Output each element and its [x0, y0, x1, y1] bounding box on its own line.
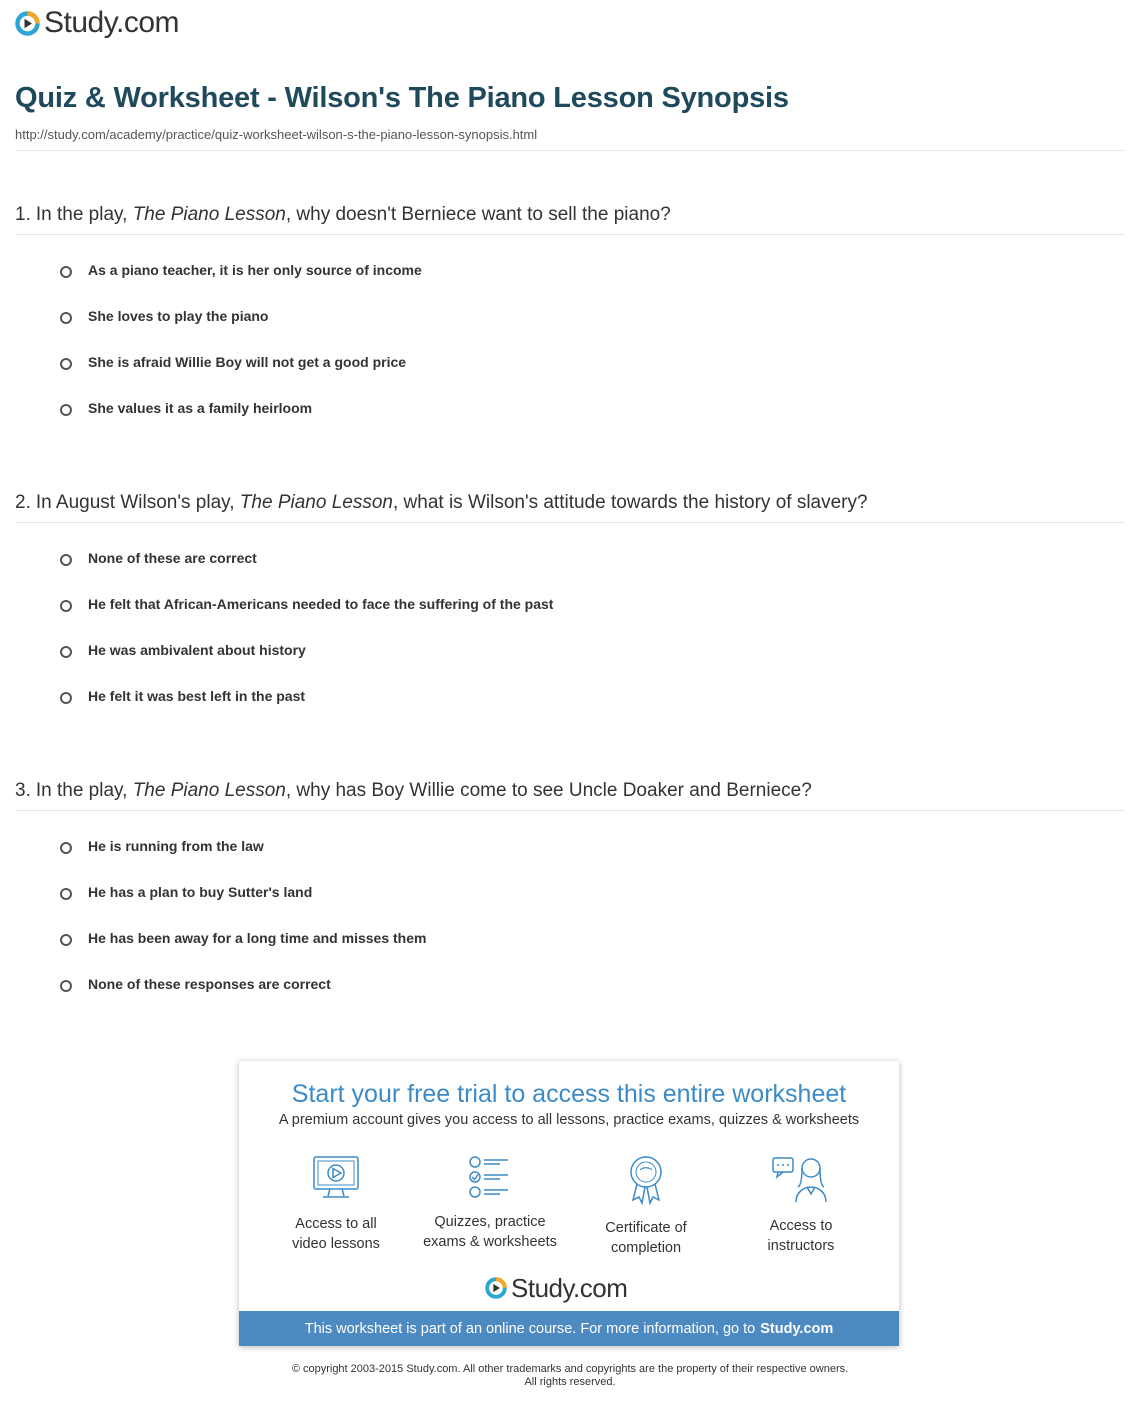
rights-text: All rights reserved.	[524, 1376, 616, 1388]
answer-option[interactable]	[60, 548, 257, 568]
feature-label: Access to all video lessons	[292, 1216, 380, 1252]
answer-text: None of these responses are correct	[88, 976, 331, 992]
answer-option[interactable]	[60, 398, 312, 418]
header-divider	[15, 150, 1125, 151]
certificate-ribbon-icon	[626, 1154, 666, 1206]
course-info-bar	[239, 1311, 899, 1346]
study-logo-text: Study.com	[44, 6, 179, 39]
feature-video-lessons	[256, 1154, 416, 1254]
answer-option[interactable]	[60, 352, 406, 372]
instructor-chat-icon	[771, 1154, 831, 1204]
feature-instructors	[721, 1154, 881, 1256]
feature-certificate	[566, 1154, 726, 1258]
answer-text: He felt that African-Americans needed to face the suffering of the past	[88, 596, 554, 612]
answer-text: He felt it was best left in the past	[88, 688, 306, 704]
answer-option[interactable]	[60, 594, 553, 614]
question-text: In August Wilson's play,	[35, 492, 235, 513]
answer-option[interactable]	[60, 882, 312, 902]
question-1	[15, 203, 671, 227]
radio-button[interactable]	[60, 842, 72, 854]
study-link[interactable]: Study.com	[760, 1320, 834, 1337]
answer-text: She values it as a family heirloom	[88, 400, 313, 416]
answer-option[interactable]	[60, 836, 264, 856]
answer-option[interactable]	[60, 686, 305, 706]
feature-label: Access to instructors	[767, 1218, 835, 1254]
radio-button[interactable]	[60, 312, 72, 324]
answer-option[interactable]	[60, 306, 268, 326]
radio-button[interactable]	[60, 692, 72, 704]
question-number: 2.	[15, 492, 31, 513]
question-text: , what is Wilson's attitude towards the history of slavery?	[392, 492, 868, 513]
answer-text: As a piano teacher, it is her only source of income	[88, 262, 422, 278]
promo-subhead: A premium account gives you access to all lessons, practice exams, quizzes & worksheets	[278, 1112, 860, 1128]
question-divider	[15, 234, 1125, 235]
answer-text: He is running from the law	[88, 838, 264, 854]
feature-label: Certificate of completion	[605, 1220, 687, 1256]
question-text: , why has Boy Willie come to see Uncle Doaker and Berniece?	[285, 780, 812, 801]
copyright-text: © copyright 2003-2015 Study.com. All other trademarks and copyrights are the property of their respective owners.	[291, 1363, 849, 1375]
radio-button[interactable]	[60, 980, 72, 992]
feature-quizzes	[410, 1154, 570, 1252]
answer-text: He has been away for a long time and misses them	[88, 930, 427, 946]
answer-option[interactable]	[60, 260, 422, 280]
question-text: , why doesn't Berniece want to sell the piano?	[285, 204, 671, 225]
answer-text: She is afraid Willie Boy will not get a good price	[88, 354, 407, 370]
question-2	[15, 491, 868, 515]
question-divider	[15, 522, 1125, 523]
radio-button[interactable]	[60, 266, 72, 278]
radio-button[interactable]	[60, 646, 72, 658]
answer-text: He was ambivalent about history	[88, 642, 306, 658]
answer-text: She loves to play the piano	[88, 308, 269, 324]
promo-headline[interactable]: Start your free trial to access this entire worksheet	[291, 1080, 847, 1108]
question-text: In the play,	[35, 204, 128, 225]
video-lesson-icon	[311, 1154, 361, 1202]
page-url[interactable]: http://study.com/academy/practice/quiz-worksheet-wilson-s-the-piano-lesson-synopsis.html	[15, 127, 538, 142]
radio-button[interactable]	[60, 888, 72, 900]
radio-button[interactable]	[60, 358, 72, 370]
question-number: 1.	[15, 204, 31, 225]
page-title: Quiz & Worksheet - Wilson's The Piano Lesson Synopsis	[15, 82, 789, 114]
question-divider	[15, 810, 1125, 811]
answer-option[interactable]	[60, 974, 331, 994]
answer-option[interactable]	[60, 640, 306, 660]
answer-text: None of these are correct	[88, 550, 257, 566]
footer-copyright	[0, 1363, 1140, 1389]
radio-button[interactable]	[60, 554, 72, 566]
radio-button[interactable]	[60, 404, 72, 416]
question-3	[15, 779, 812, 803]
study-logo-text: Study.com	[511, 1273, 628, 1303]
question-title-italic: The Piano Lesson	[132, 780, 286, 801]
course-info-text: This worksheet is part of an online course. For more information, go to	[304, 1320, 756, 1337]
checklist-icon	[468, 1154, 512, 1200]
radio-button[interactable]	[60, 934, 72, 946]
feature-label: Quizzes, practice exams & worksheets	[423, 1214, 557, 1250]
study-logo-icon	[485, 1277, 507, 1299]
study-logo-icon	[15, 11, 40, 36]
free-trial-promo	[239, 1061, 899, 1346]
question-number: 3.	[15, 780, 31, 801]
question-text: In the play,	[35, 780, 128, 801]
answer-option[interactable]	[60, 928, 426, 948]
study-logo[interactable]	[15, 8, 179, 38]
study-logo-promo[interactable]	[485, 1275, 627, 1301]
answer-text: He has a plan to buy Sutter's land	[88, 884, 313, 900]
question-title-italic: The Piano Lesson	[132, 204, 286, 225]
question-title-italic: The Piano Lesson	[239, 492, 393, 513]
radio-button[interactable]	[60, 600, 72, 612]
